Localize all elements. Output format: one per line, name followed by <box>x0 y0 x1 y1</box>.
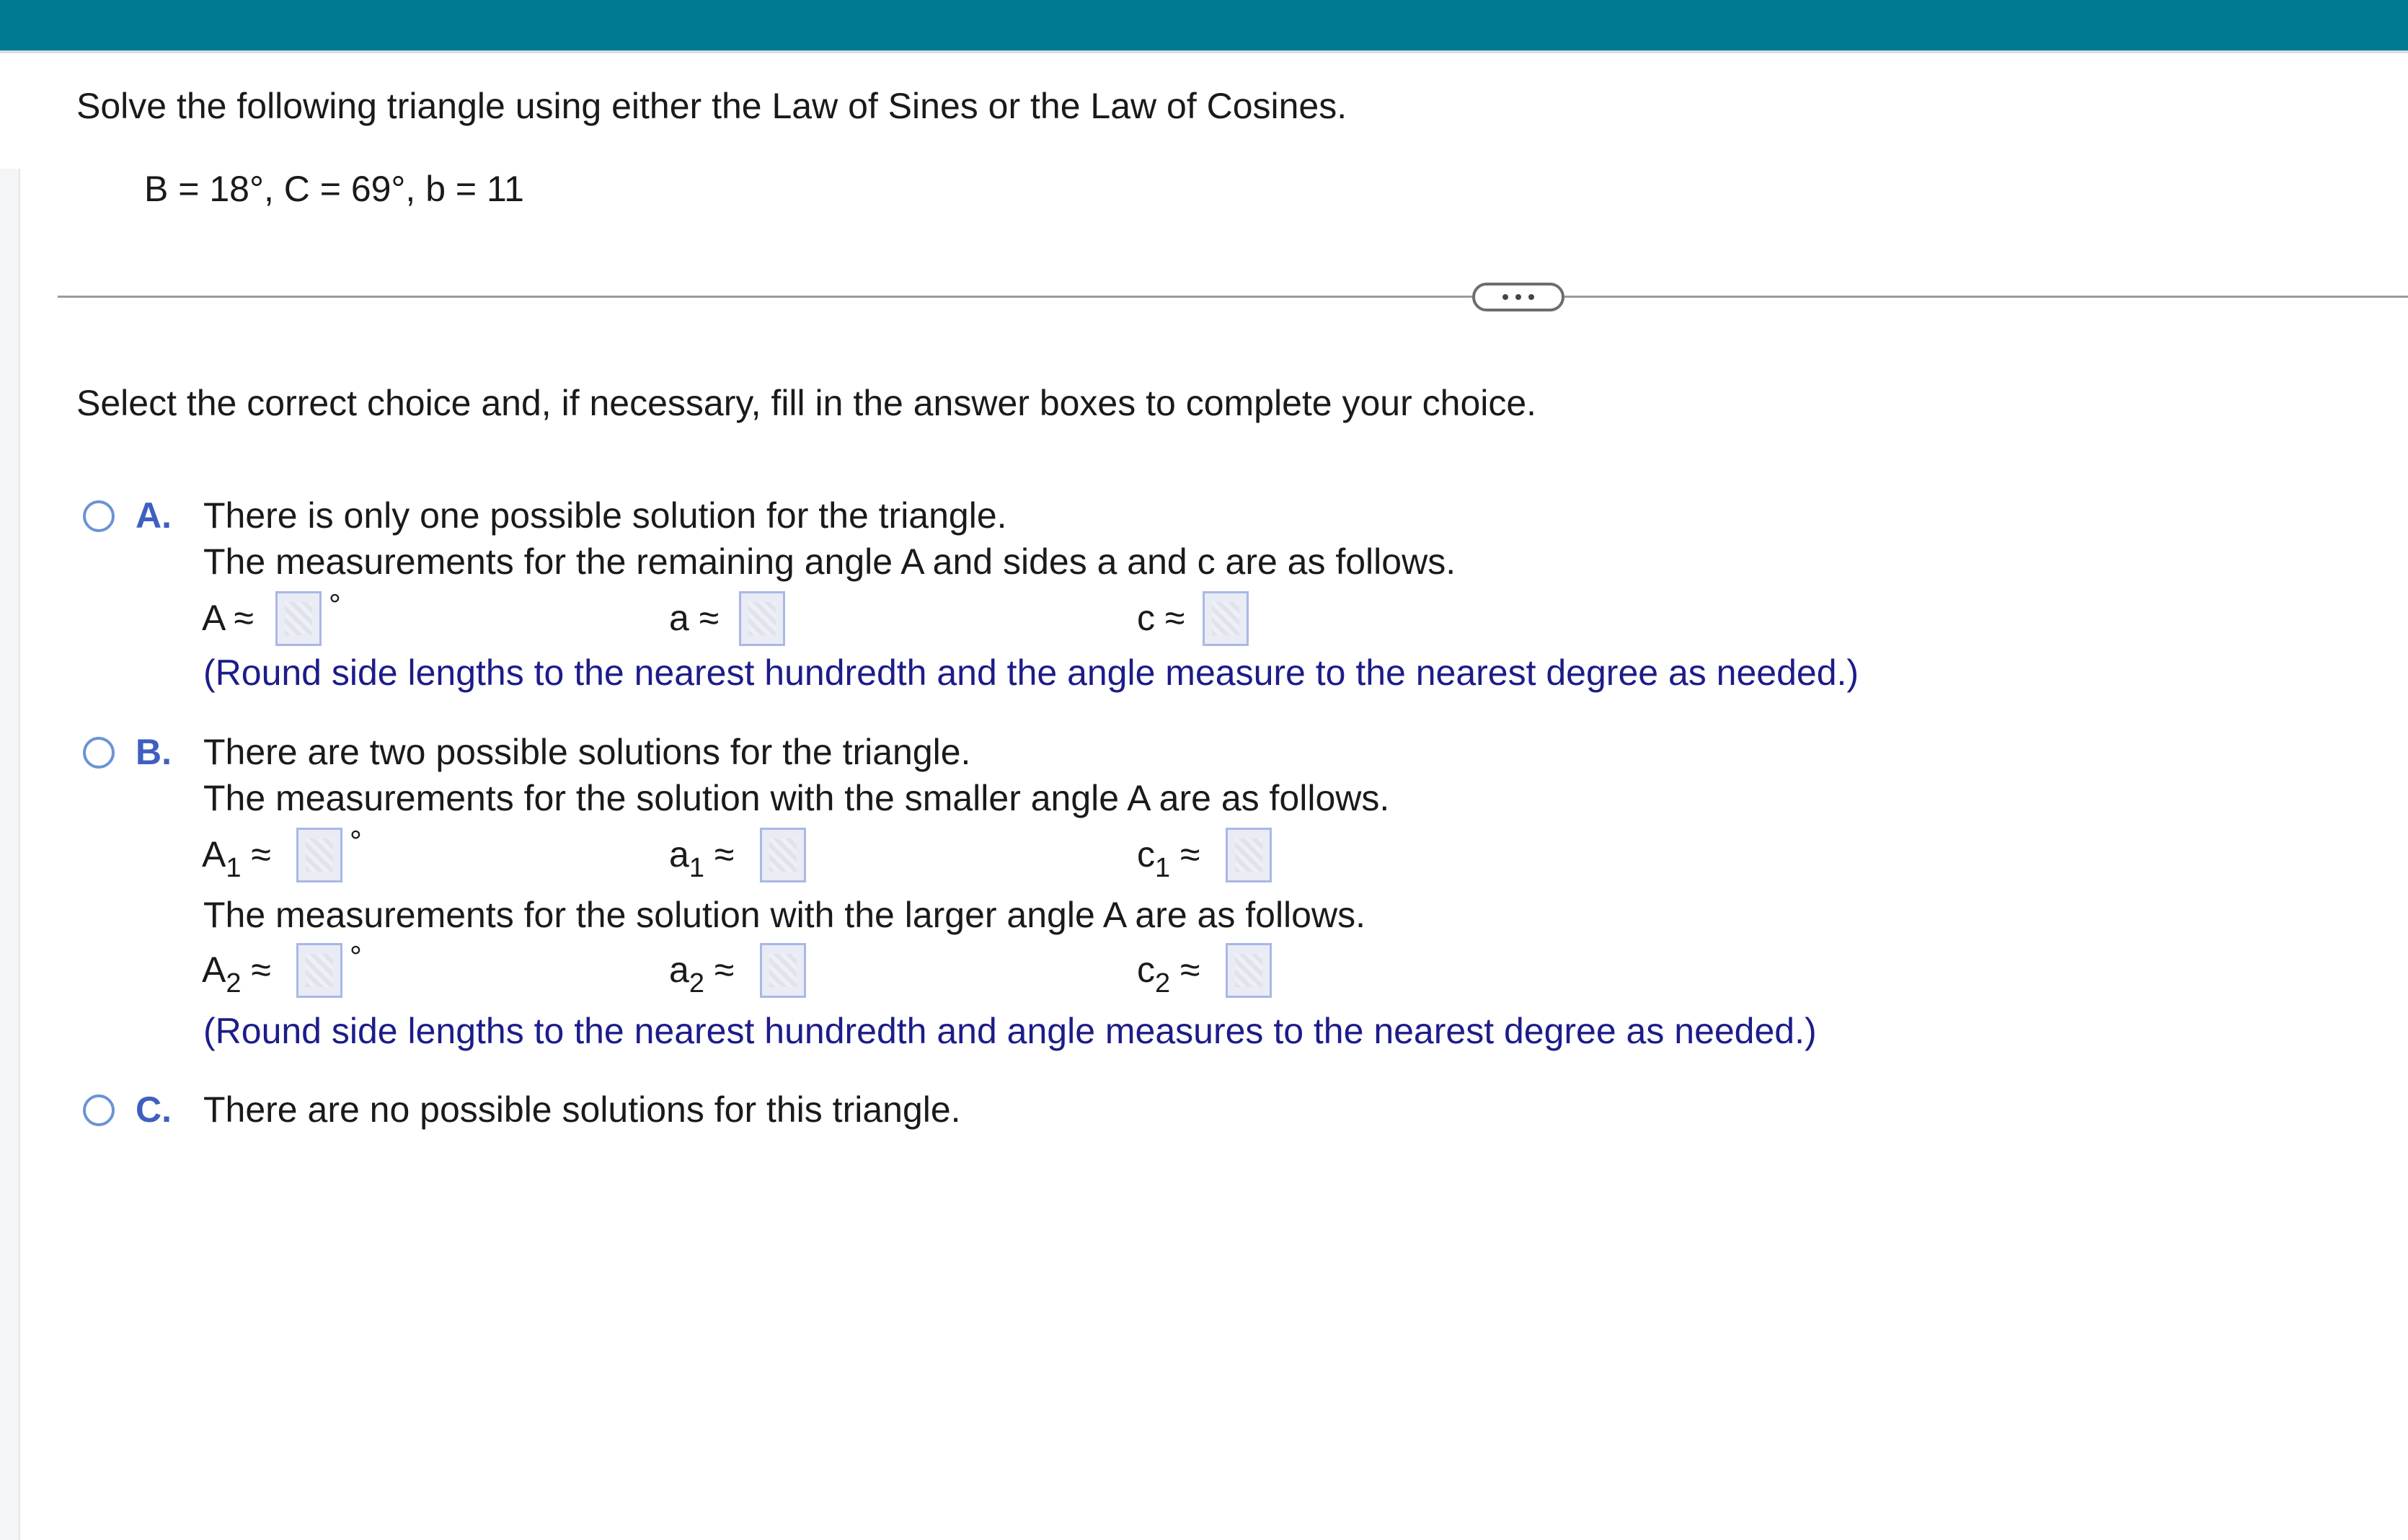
ellipsis-dot <box>1515 294 1521 300</box>
choice-a-rounding-note: (Round side lengths to the nearest hundredth and the angle measure to the nearest degree as needed.) <box>203 652 1859 693</box>
choice-b-description-1: The measurements for the solution with the smaller angle A are as follows. <box>203 778 1390 818</box>
header-shadow <box>0 50 2408 53</box>
choice-b-side-a-1-input[interactable] <box>760 828 806 882</box>
choice-a-description: The measurements for the remaining angle A and sides a and c are as follows. <box>203 541 1456 582</box>
choice-c-letter: C. <box>136 1089 172 1130</box>
choice-c-title: There are no possible solutions for this triangle. <box>203 1089 961 1130</box>
choice-c-radio[interactable] <box>83 1094 115 1126</box>
choice-a-angle-label: A ≈ <box>202 598 254 638</box>
choice-a-angle-input[interactable] <box>275 591 322 646</box>
choice-b-side-a-2-input[interactable] <box>760 943 806 998</box>
choice-b-radio[interactable] <box>83 737 115 769</box>
choice-b-angle-2-label: $A_2$ ≈ <box>202 950 271 999</box>
left-rail-cap <box>0 53 22 169</box>
choice-a-side-c-input[interactable] <box>1203 591 1249 646</box>
choice-a-radio[interactable] <box>83 500 115 532</box>
choice-b-angle-2-input[interactable] <box>296 943 342 998</box>
choice-b-degree-symbol-1: ° <box>350 824 362 858</box>
choice-b-side-c-1-input[interactable] <box>1226 828 1272 882</box>
problem-instruction: Solve the following triangle using either the Law of Sines or the Law of Cosines. <box>76 86 1347 126</box>
expand-button[interactable] <box>1472 283 1564 311</box>
choice-a-side-a-label: a ≈ <box>669 598 720 638</box>
choice-a-title: There is only one possible solution for the triangle. <box>203 495 1007 536</box>
choice-b-title: There are two possible solutions for the triangle. <box>203 732 971 772</box>
choice-b-rounding-note: (Round side lengths to the nearest hundredth and angle measures to the nearest degree as needed.) <box>203 1011 1817 1051</box>
choice-b-side-c-2-label: $c_2$ ≈ <box>1137 950 1200 999</box>
choice-b-side-c-1-label: $c_1$ ≈ <box>1137 834 1200 883</box>
question-prompt: Select the correct choice and, if necessary, fill in the answer boxes to complete your choice. <box>76 383 1537 423</box>
left-scroll-rail <box>0 53 20 1540</box>
choice-a-side-a-input[interactable] <box>739 591 785 646</box>
choice-b-angle-1-input[interactable] <box>296 828 342 882</box>
ellipsis-dot <box>1502 294 1508 300</box>
choice-b-letter: B. <box>136 732 172 772</box>
choice-a-side-c-label: c ≈ <box>1137 598 1185 638</box>
choice-a-degree-symbol: ° <box>329 588 341 621</box>
choice-b-angle-1-label: $A_1$ ≈ <box>202 834 271 883</box>
divider-left <box>58 296 1472 298</box>
problem-given: B = 18°, C = 69°, b = 11 <box>144 169 524 209</box>
header-bar <box>0 0 2408 50</box>
choice-b-side-c-2-input[interactable] <box>1226 943 1272 998</box>
choice-b-description-2: The measurements for the solution with the larger angle A are as follows. <box>203 895 1365 935</box>
choice-a-letter: A. <box>136 495 172 536</box>
ellipsis-dot <box>1528 294 1534 300</box>
divider-right <box>1564 296 2408 298</box>
choice-b-side-a-2-label: $a_2$ ≈ <box>669 950 735 999</box>
choice-b-degree-symbol-2: ° <box>350 939 362 973</box>
choice-b-side-a-1-label: $a_1$ ≈ <box>669 834 735 883</box>
